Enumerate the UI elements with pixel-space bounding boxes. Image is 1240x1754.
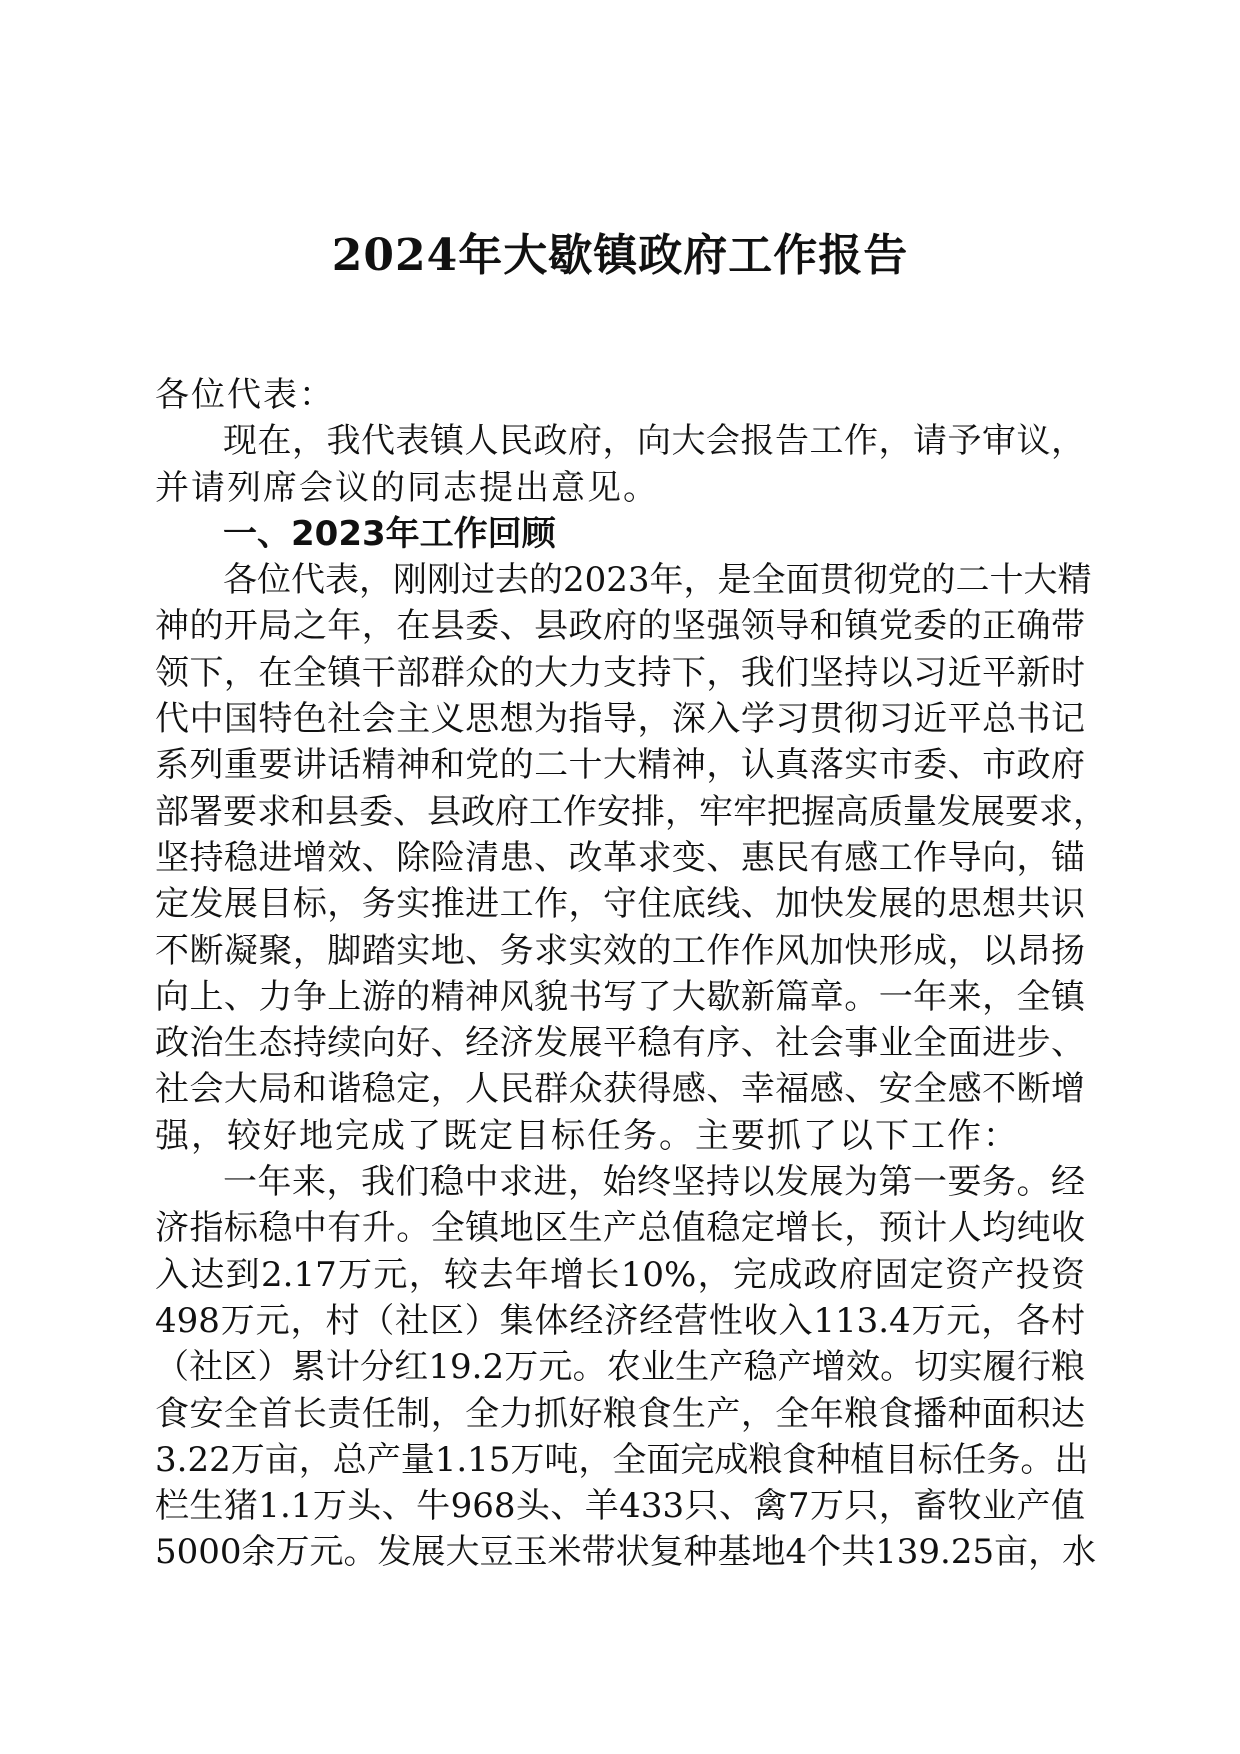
salutation: 各位代表：	[155, 375, 335, 415]
paragraph-line: 并请列席会议的同志提出意见。	[155, 467, 659, 508]
paragraph-line: 5000余万元。发展大豆玉米带状复种基地4个共139.25亩，水	[155, 1532, 1097, 1573]
paragraph-line: 一年来，我们稳中求进，始终坚持以发展为第一要务。经	[223, 1162, 1085, 1203]
paragraph-line: 神的开局之年，在县委、县政府的坚强领导和镇党委的正确带	[155, 606, 1085, 647]
paragraph-line: 栏生猪1.1万头、牛968头、羊433只、禽7万只，畜牧业产值	[155, 1486, 1085, 1527]
paragraph-line: 各位代表，刚刚过去的2023年，是全面贯彻党的二十大精	[223, 560, 1092, 601]
paragraph-line: （社区）累计分红19.2万元。农业生产稳产增效。切实履行粮	[155, 1347, 1085, 1388]
paragraph-line: 政治生态持续向好、经济发展平稳有序、社会事业全面进步、	[155, 1023, 1085, 1064]
paragraph-line: 向上、力争上游的精神风貌书写了大歇新篇章。一年来，全镇	[155, 976, 1085, 1017]
paragraph-line: 强，较好地完成了既定目标任务。主要抓了以下工作：	[155, 1115, 1019, 1156]
paragraph-line: 入达到2.17万元，较去年增长10%，完成政府固定资产投资	[155, 1254, 1085, 1295]
paragraph-line: 部署要求和县委、县政府工作安排，牢牢把握高质量发展要求，	[155, 791, 1107, 832]
paragraph-line: 现在，我代表镇人民政府，向大会报告工作，请予审议，	[223, 421, 1085, 462]
paragraph-line: 代中国特色社会主义思想为指导，深入学习贯彻习近平总书记	[155, 699, 1085, 740]
paragraph-line: 系列重要讲话精神和党的二十大精神，认真落实市委、市政府	[155, 745, 1085, 786]
document-body	[155, 372, 1107, 1576]
document-title: 2024年大歇镇政府工作报告	[331, 230, 909, 281]
section-heading: 一、2023年工作回顾	[223, 513, 556, 554]
paragraph-line: 社会大局和谐稳定，人民群众获得感、幸福感、安全感不断增	[155, 1069, 1085, 1110]
paragraph-line: 坚持稳进增效、除险清患、改革求变、惠民有感工作导向，锚	[155, 837, 1085, 878]
paragraph-line: 498万元，村（社区）集体经济经营性收入113.4万元，各村	[155, 1300, 1085, 1341]
paragraph-line: 食安全首长责任制，全力抓好粮食生产，全年粮食播种面积达	[155, 1393, 1085, 1434]
paragraph-line: 济指标稳中有升。全镇地区生产总值稳定增长，预计人均纯收	[155, 1208, 1085, 1249]
paragraph-line: 不断凝聚，脚踏实地、务求实效的工作作风加快形成，以昂扬	[155, 930, 1085, 971]
paragraph-line: 领下，在全镇干部群众的大力支持下，我们坚持以习近平新时	[155, 652, 1085, 693]
paragraph-line: 定发展目标，务实推进工作，守住底线、加快发展的思想共识	[155, 884, 1085, 925]
paragraph-line: 3.22万亩，总产量1.15万吨，全面完成粮食种植目标任务。出	[155, 1439, 1089, 1480]
